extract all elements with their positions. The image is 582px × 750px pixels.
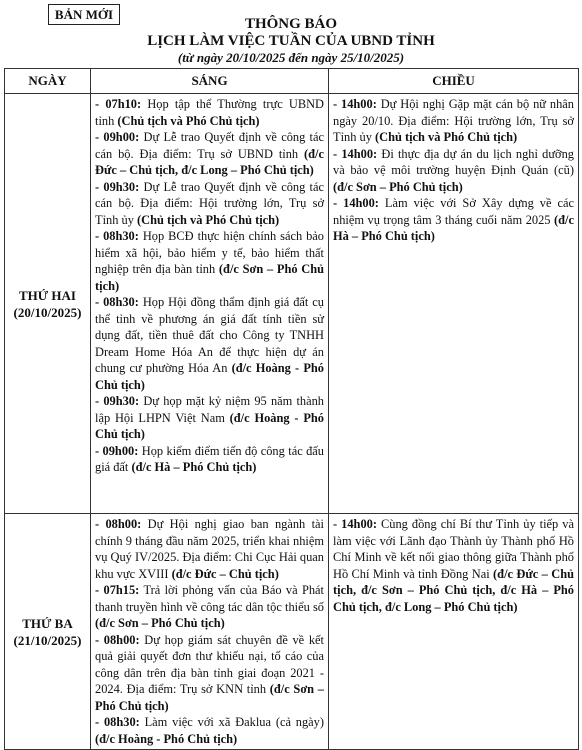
entry-description: Cùng đồng chí Bí thư Tỉnh ủy tiếp và làm việc với Lãnh đạo Thành ủy Thành phố Hồ Chí Minh về kết nối giao thông giữa Thành phố Hồ Chí Minh và tỉnh Đồng Nai	[333, 517, 574, 581]
entry-description: Dự Hội nghị Gặp mặt cán bộ nữ nhân ngày 20/10. Địa điểm: Hội trường lớn, Trụ sở Tỉnh ủy	[333, 97, 574, 144]
schedule-entry	[333, 146, 574, 196]
entry-time: - 09h30:	[95, 394, 140, 408]
entry-time: - 09h00:	[95, 443, 139, 458]
entry-time: - 14h00:	[333, 196, 379, 210]
entry-time: - 08h30:	[95, 229, 139, 243]
entry-description: Họp kiểm điểm tiến độ công tác đấu giá đất	[95, 443, 325, 474]
afternoon-cell	[329, 514, 579, 750]
schedule-entry	[95, 632, 324, 715]
schedule-entry	[95, 129, 324, 179]
schedule-entry	[95, 228, 324, 294]
entry-description: Đi thực địa dự án du lịch nghỉ dưỡng và bảo vệ môi trường huyện Định Quán (cũ)	[333, 146, 574, 177]
entry-attendees: (Chủ tịch và Phó Chủ tịch)	[117, 113, 260, 128]
entry-time: - 07h15:	[95, 583, 140, 597]
schedule-entry	[95, 582, 324, 632]
entry-attendees: (đ/c Hoàng - Phó Chủ tịch)	[95, 361, 324, 392]
entry-description: Làm việc với Sở Xây dựng về các nhiệm vụ trọng tâm 3 tháng cuối năm 2025	[333, 196, 574, 227]
entry-description: Dự Lễ trao Quyết định về công tác cán bộ. Địa điểm: Hội trường lớn, Trụ sở Tỉnh ủy	[95, 179, 324, 227]
schedule-body	[5, 94, 579, 750]
entry-attendees: (đ/c Sơn – Phó Chủ tịch)	[95, 616, 225, 630]
schedule-subtitle: LỊCH LÀM VIỆC TUẦN CỦA UBND TỈNH	[147, 33, 435, 49]
schedule-entry	[95, 516, 324, 582]
entry-attendees: (đ/c Sơn – Phó Chủ tịch)	[333, 179, 463, 194]
schedule-entry	[333, 96, 574, 146]
table-row	[5, 94, 579, 514]
entry-description: Dự họp mặt kỷ niệm 95 năm thành lập Hội LHPN Việt Nam	[95, 394, 325, 425]
schedule-entry	[333, 516, 574, 615]
column-header-day: NGÀY	[5, 69, 91, 94]
entry-time: - 09h00:	[95, 130, 140, 144]
entry-time: - 09h30:	[95, 179, 140, 194]
entry-attendees: (đ/c Hà – Phó Chủ tịch)	[131, 460, 257, 474]
weekly-schedule-table	[4, 68, 579, 750]
notice-title: THÔNG BÁO	[244, 16, 338, 32]
entry-description: Dự Lễ trao Quyết định về công tác cán bộ. Địa điểm: Trụ sở UBND tỉnh	[95, 130, 324, 161]
entry-time: - 14h00:	[333, 97, 377, 111]
entry-attendees: (đ/c Đức – Chủ tịch, đ/c Long – Phó Chủ tịch)	[95, 146, 324, 177]
schedule-entry	[95, 393, 324, 443]
entry-attendees: (Chủ tịch và Phó Chủ tịch)	[375, 130, 518, 144]
entry-attendees: (đ/c Sơn – Phó Chủ tịch)	[95, 682, 324, 713]
schedule-entry	[95, 294, 324, 393]
day-date: (21/10/2025)	[13, 632, 82, 648]
table-header-row	[5, 69, 579, 94]
schedule-entry	[95, 443, 324, 476]
day-cell	[5, 94, 91, 514]
schedule-entry	[333, 195, 574, 245]
entry-attendees: (đ/c Hoàng - Phó Chủ tịch)	[95, 731, 238, 746]
schedule-entry	[95, 179, 324, 229]
day-cell	[5, 514, 91, 750]
entry-attendees: (Chủ tịch và Phó Chủ tịch)	[137, 212, 280, 227]
entry-time: - 07h10:	[95, 97, 142, 111]
entry-attendees: (đ/c Hoàng - Phó Chủ tịch)	[95, 410, 324, 441]
entry-time: - 08h30:	[95, 295, 139, 309]
day-name: THỨ HAI	[19, 287, 76, 303]
entry-time: - 08h00:	[95, 517, 142, 531]
morning-cell	[91, 94, 329, 514]
table-row	[5, 514, 579, 750]
entry-attendees: (đ/c Hà – Phó Chủ tịch)	[333, 212, 574, 243]
morning-cell	[91, 514, 329, 750]
entry-time: - 08h30:	[95, 715, 140, 729]
day-date: (20/10/2025)	[13, 304, 82, 320]
afternoon-cell	[329, 94, 579, 514]
entry-description: Trả lời phỏng vấn của Báo và Phát thanh truyền hình về công tác dân tộc thiểu số	[95, 583, 324, 614]
entry-description: Làm việc với xã Đaklua (cả ngày)	[139, 715, 324, 729]
entry-description: Họp Hội đồng thẩm định giá đất cụ thể tỉnh về phương án giá đất tính tiền sử dụng đất, tiền thuê đất cho Công ty TNHH Dream Home Hóa An để thực hiện dự án chung cư phường Hóa An	[95, 295, 324, 375]
entry-description: Họp tập thể Thường trực UBND tỉnh	[95, 97, 324, 128]
entry-description: Dự họp giám sát chuyên đề về kết quả giải quyết đơn thư khiếu nại, tố cáo của công dân trên địa bàn tỉnh giai đoạn 2021 - 2024. Địa điểm: Trụ sở KNN tỉnh	[95, 632, 324, 696]
column-header-afternoon: CHIỀU	[329, 69, 579, 94]
day-name: THỨ BA	[22, 615, 73, 631]
entry-time: - 14h00:	[333, 517, 377, 531]
entry-time: - 14h00:	[333, 146, 378, 161]
schedule-entry	[95, 714, 324, 747]
new-version-badge: BẢN MỚI	[48, 4, 120, 25]
schedule-period: (từ ngày 20/10/2025 đến ngày 25/10/2025)	[177, 50, 405, 65]
entry-attendees: (đ/c Sơn – Phó Chủ tịch)	[95, 262, 325, 293]
column-header-morning: SÁNG	[91, 69, 329, 94]
entry-description: Họp BCĐ thực hiện chính sách bảo hiểm xã hội, bảo hiểm y tế, bảo hiểm thất nghiệp trên địa bàn tỉnh	[95, 229, 324, 276]
entry-time: - 08h00:	[95, 632, 140, 647]
entry-description: Dự Hội nghị giao ban ngành tài chính 9 tháng đầu năm 2025, triển khai nhiệm vụ Quý IV/2025. Địa điểm: Chi Cục Hải quan khu vực XVIII	[95, 517, 324, 581]
schedule-entry	[95, 96, 324, 129]
entry-attendees: (đ/c Đức – Chủ tịch, đ/c Sơn – Phó Chủ tịch, đ/c Hà – Phó Chủ tịch, đ/c Long – Phó Chủ tịch)	[333, 566, 574, 614]
entry-attendees: (đ/c Đức – Chủ tịch)	[171, 566, 279, 581]
